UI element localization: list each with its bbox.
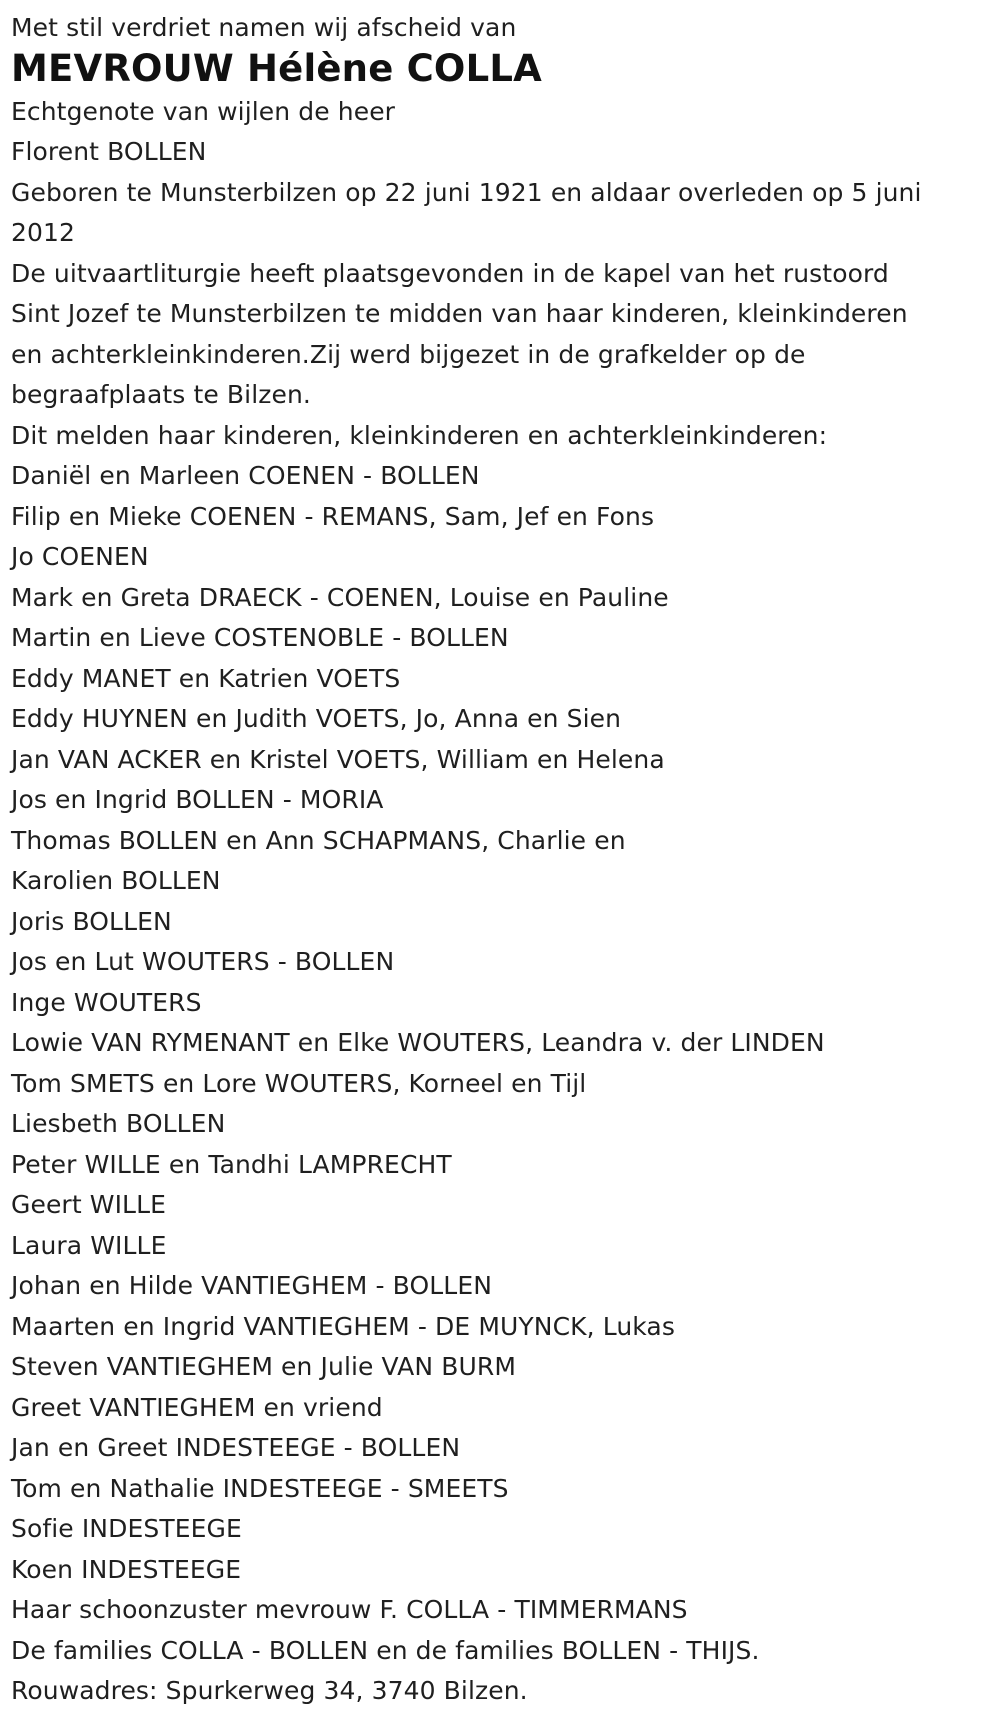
funeral-line: Sint Jozef te Munsterbilzen te midden van haar kinderen, kleinkinderen (11, 299, 908, 328)
family-member: Eddy HUYNEN en Judith VOETS, Jo, Anna en Sien (11, 704, 622, 733)
family-member: Filip en Mieke COENEN - REMANS, Sam, Jef en Fons (11, 501, 655, 531)
family-member: Martin en Lieve COSTENOBLE - BOLLEN (11, 623, 509, 652)
deceased-name: MEVROUW Hélène COLLA (11, 46, 542, 90)
family-member: Daniël en Marleen COENEN - BOLLEN (11, 461, 480, 490)
family-member: Johan en Hilde VANTIEGHEM - BOLLEN (11, 1271, 493, 1300)
family-member: Inge WOUTERS (11, 987, 202, 1017)
family-member: Joris BOLLEN (11, 906, 172, 936)
family-member: Jan VAN ACKER en Kristel VOETS, William en Helena (11, 744, 665, 774)
mourning-address: Rouwadres: Spurkerweg 34, 3740 Bilzen. (11, 1676, 528, 1705)
family-member: Mark en Greta DRAECK - COENEN, Louise en Pauline (11, 582, 669, 612)
obituary-notice (11, 8, 991, 1712)
family-member: Tom SMETS en Lore WOUTERS, Korneel en Tijl (11, 1068, 587, 1098)
family-member: Maarten en Ingrid VANTIEGHEM - DE MUYNCK, Lukas (11, 1311, 675, 1341)
family-member: Koen INDESTEEGE (11, 1554, 242, 1584)
family-member: Karolien BOLLEN (11, 866, 221, 895)
family-member: Jos en Ingrid BOLLEN - MORIA (11, 785, 384, 814)
family-member: Liesbeth BOLLEN (11, 1109, 226, 1138)
family-member: Jan en Greet INDESTEEGE - BOLLEN (11, 1433, 461, 1462)
family-member: Steven VANTIEGHEM en Julie VAN BURM (11, 1352, 517, 1381)
birth-death-line-continued: 2012 (11, 218, 76, 247)
spouse-line: Echtgenote van wijlen de heer (11, 96, 396, 126)
family-member: Greet VANTIEGHEM en vriend (11, 1392, 383, 1422)
family-list (11, 456, 991, 1671)
family-member: Jo COENEN (11, 542, 149, 571)
funeral-line: De uitvaartliturgie heeft plaatsgevonden in de kapel van het rustoord (11, 258, 889, 288)
funeral-paragraph (11, 254, 991, 416)
family-member: Sofie INDESTEEGE (11, 1514, 242, 1543)
family-member: Geert WILLE (11, 1190, 167, 1219)
family-member: Thomas BOLLEN en Ann SCHAPMANS, Charlie en (11, 825, 626, 855)
family-intro: Dit melden haar kinderen, kleinkinderen en achterkleinkinderen: (11, 420, 828, 450)
birth-death-line: Geboren te Munsterbilzen op 22 juni 1921 en aldaar overleden op 5 juni (11, 177, 922, 207)
family-member: Laura WILLE (11, 1230, 167, 1260)
family-member: Lowie VAN RYMENANT en Elke WOUTERS, Leandra v. der LINDEN (11, 1028, 825, 1057)
family-member: Peter WILLE en Tandhi LAMPRECHT (11, 1149, 452, 1179)
family-member: De families COLLA - BOLLEN en de families BOLLEN - THIJS. (11, 1635, 760, 1665)
intro-text: Met stil verdriet namen wij afscheid van (11, 13, 517, 42)
family-member: Haar schoonzuster mevrouw F. COLLA - TIMMERMANS (11, 1595, 688, 1624)
family-member: Jos en Lut WOUTERS - BOLLEN (11, 947, 395, 976)
family-member: Tom en Nathalie INDESTEEGE - SMEETS (11, 1473, 509, 1503)
spouse-name: Florent BOLLEN (11, 137, 207, 166)
funeral-line: en achterkleinkinderen.Zij werd bijgezet in de grafkelder op de (11, 339, 806, 369)
funeral-line: begraafplaats te Bilzen. (11, 380, 311, 409)
family-member: Eddy MANET en Katrien VOETS (11, 663, 401, 693)
